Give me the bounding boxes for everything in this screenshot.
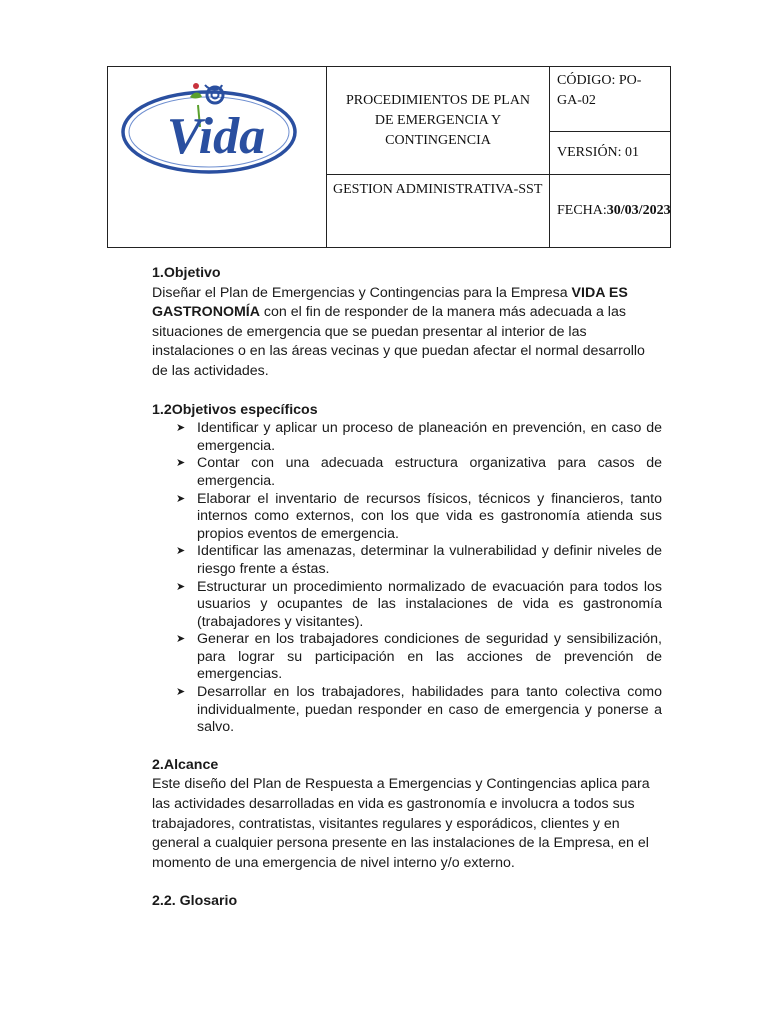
document-date bbox=[550, 175, 671, 248]
svg-text:Vida: Vida bbox=[166, 108, 266, 165]
arrow-right-icon: ➤ bbox=[176, 422, 186, 435]
arrow-right-icon: ➤ bbox=[176, 492, 186, 505]
section-title-especificos: 1.2Objetivos específicos bbox=[152, 401, 318, 418]
document-body bbox=[152, 264, 662, 912]
objetivo-text-after: con el fin de responder de la manera más adecuada a las situaciones de emergencia que se puedan presentar al interior de las instalaciones o en las áreas vecinas y que puedan afectar el normal desarrollo de las actividades. bbox=[152, 304, 645, 379]
list-item: ➤ Identificar y aplicar un proceso de planeación en prevención, en caso de emergencia. bbox=[176, 420, 662, 454]
logo-cell bbox=[108, 67, 327, 248]
alcance-paragraph: Este diseño del Plan de Respuesta a Emergencias y Contingencias aplica para las actividades desarrolladas en vida es gastronomía e involucra a todos sus trabajadores, contratistas, visitantes regulares y esporádicos, clientes y en general a cualquier persona presente en las instalaciones de la Empresa, en el momento de una emergencia de nivel interno y/o externo. bbox=[152, 776, 650, 871]
date-label: FECHA: bbox=[557, 203, 607, 218]
section-title-glosario: 2.2. Glosario bbox=[152, 893, 238, 910]
list-item: ➤ Identificar las amenazas, determinar la vulnerabilidad y definir niveles de riesgo frente a éstas. bbox=[176, 543, 662, 577]
vida-logo-icon bbox=[120, 77, 298, 185]
list-item: ➤ Desarrollar en los trabajadores, habilidades para tanto colectiva como individualmente, puedan responder en caso de emergencia y ponerse a salvo. bbox=[176, 684, 662, 736]
document-header-table bbox=[107, 66, 671, 248]
section-title-objetivo: 1.Objetivo bbox=[152, 265, 221, 281]
list-item: ➤ Contar con una adecuada estructura organizativa para casos de emergencia. bbox=[176, 455, 662, 489]
company-logo bbox=[120, 77, 298, 185]
arrow-right-icon: ➤ bbox=[176, 545, 186, 558]
document-title: PROCEDIMIENTOS DE PLAN DE EMERGENCIA Y CONTINGENCIA bbox=[327, 67, 550, 175]
arrow-right-icon: ➤ bbox=[176, 457, 186, 470]
arrow-right-icon: ➤ bbox=[176, 580, 186, 593]
document-area: GESTION ADMINISTRATIVA-SST bbox=[327, 175, 550, 248]
list-item: ➤ Elaborar el inventario de recursos físicos, técnicos y financieros, tanto internos como externos, con los que vida es gastronomía atienda sus propios eventos de emergencia. bbox=[176, 490, 662, 542]
document-code: CÓDIGO: PO-GA-02 bbox=[550, 67, 671, 132]
objetivo-text-before: Diseñar el Plan de Emergencias y Contingencias para la Empresa bbox=[152, 284, 572, 301]
arrow-right-icon: ➤ bbox=[176, 686, 186, 699]
company-name: VIDA ES GASTRONOMÍA bbox=[152, 284, 628, 321]
objetivo-paragraph bbox=[152, 284, 662, 382]
document-version: VERSIÓN: 01 bbox=[550, 132, 671, 175]
list-item: ➤ Estructurar un procedimiento normalizado de evacuación para todos los usuarios y ocupantes de las instalaciones de vida es gastronomía (trabajadores y visitantes). bbox=[176, 578, 662, 630]
section-title-alcance: 2.Alcance bbox=[152, 756, 219, 773]
arrow-right-icon: ➤ bbox=[176, 633, 186, 646]
list-item: ➤ Generar en los trabajadores condiciones de seguridad y sensibilización, para lograr su participación en las acciones de prevención de emergencias. bbox=[176, 631, 662, 683]
date-value: 30/03/2023 bbox=[606, 203, 671, 218]
objetivos-especificos-list bbox=[152, 420, 662, 737]
